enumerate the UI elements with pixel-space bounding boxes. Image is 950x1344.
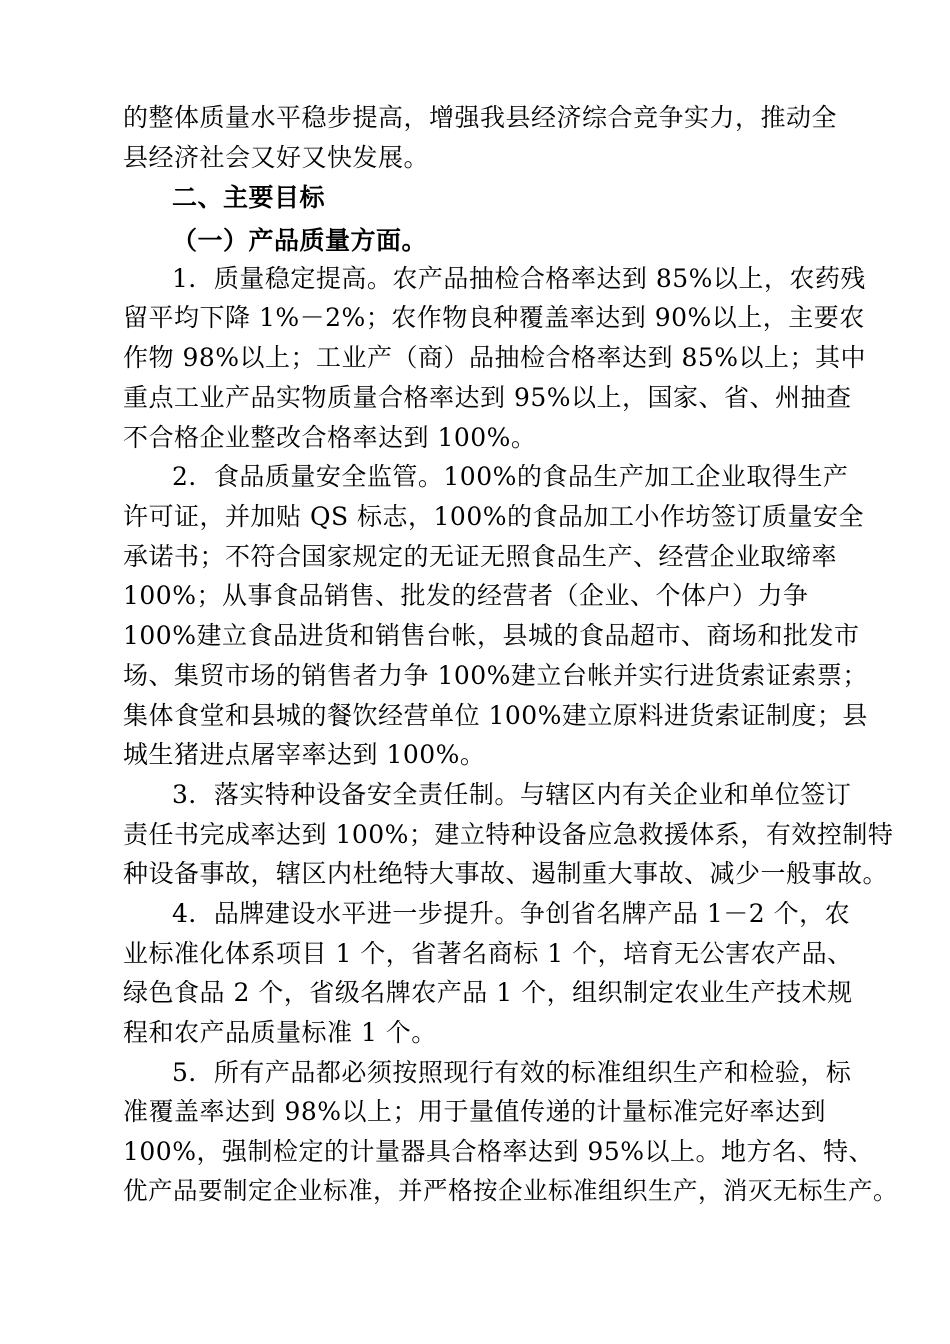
text-line: 100%；从事食品销售、批发的经营者（企业、个体户）力争: [123, 581, 809, 610]
text-line: 作物 98%以上；工业产（商）品抽检合格率达到 85%以上；其中: [123, 343, 867, 372]
text-line: 程和农产品质量标准 1 个。: [123, 1018, 437, 1047]
text-line: 准覆盖率达到 98%以上；用于量值传递的计量标准完好率达到: [123, 1097, 827, 1126]
text-line: 场、集贸市场的销售者力争 100%建立台帐并实行进货索证索票；: [123, 661, 868, 690]
text-line: 种设备事故，辖区内杜绝特大事故、遏制重大事故、减少一般事故。: [123, 859, 889, 888]
text-line: 1．质量稳定提高。农产品抽检合格率达到 85%以上，农药残: [172, 264, 866, 293]
text-line: 留平均下降 1%－2%；农作物良种覆盖率达到 90%以上，主要农: [123, 303, 865, 332]
text-line: 责任书完成率达到 100%；建立特种设备应急救援体系，有效控制特: [123, 820, 894, 849]
text-line: 2．食品质量安全监管。100%的食品生产加工企业取得生产: [172, 462, 849, 491]
text-line: 业标准化体系项目 1 个，省著名商标 1 个，培育无公害农产品、: [123, 939, 853, 968]
text-line: 绿色食品 2 个，省级名牌农产品 1 个，组织制定农业生产技术规: [123, 978, 853, 1007]
text-line: 5．所有产品都必须按照现行有效的标准组织生产和检验，标: [172, 1058, 852, 1087]
text-line: 100%建立食品进货和销售台帐，县城的食品超市、商场和批发市: [123, 621, 860, 650]
text-line: 城生猪进点屠宰率达到 100%。: [123, 740, 486, 769]
text-line: 重点工业产品实物质量合格率达到 95%以上，国家、省、州抽查: [123, 383, 852, 412]
text-line: 不合格企业整改合格率达到 100%。: [123, 423, 537, 452]
text-line: 县经济社会又好又快发展。: [123, 143, 430, 172]
subsection-heading: （一）产品质量方面。: [172, 226, 428, 255]
text-line: 3．落实特种设备安全责任制。与辖区内有关企业和单位签订: [172, 780, 852, 809]
text-line: 4．品牌建设水平进一步提升。争创省名牌产品 1－2 个，农: [172, 899, 851, 928]
text-line: 优产品要制定企业标准，并严格按企业标准组织生产，消灭无标生产。: [123, 1176, 898, 1205]
text-line: 的整体质量水平稳步提高，增强我县经济综合竞争实力，推动全: [123, 103, 838, 132]
text-line: 承诺书；不符合国家规定的无证无照食品生产、经营企业取缔率: [123, 542, 838, 571]
text-line: 100%，强制检定的计量器具合格率达到 95%以上。地方名、特、: [123, 1137, 874, 1166]
text-line: 集体食堂和县城的餐饮经营单位 100%建立原料进货索证制度；县: [123, 701, 868, 730]
text-line: 许可证，并加贴 QS 标志，100%的食品加工小作坊签订质量安全: [123, 502, 864, 531]
section-heading: 二、主要目标: [172, 183, 326, 212]
